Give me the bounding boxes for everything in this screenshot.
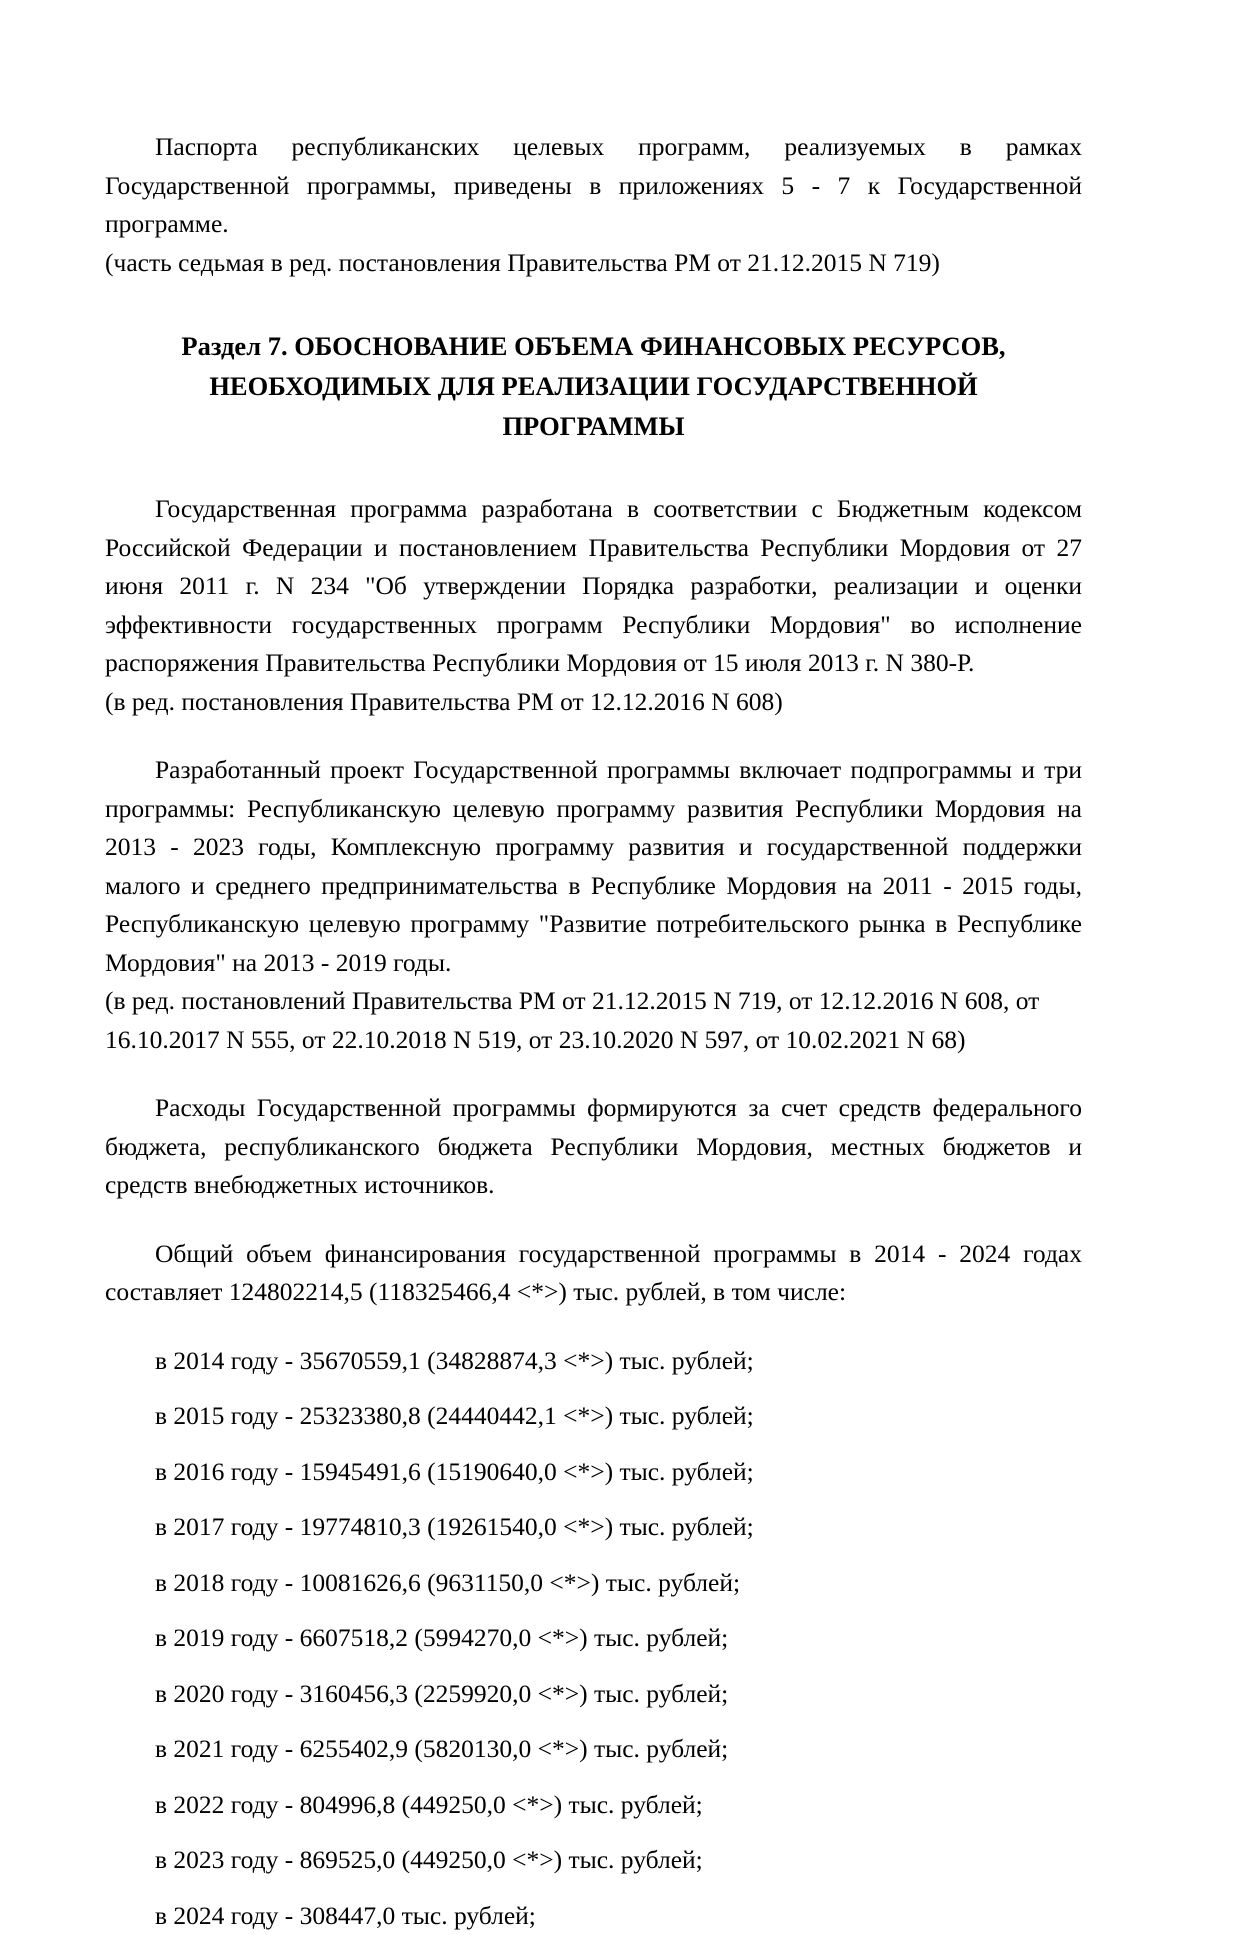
amendment-note-part-seven: (часть седьмая в ред. постановления Правительства РМ от 21.12.2015 N 719) (105, 244, 1082, 283)
funding-year-item: в 2024 году - 308447,0 тыс. рублей; (105, 1897, 1082, 1935)
funding-year-item: в 2015 году - 25323380,8 (24440442,1 <*>) тыс. рублей; (105, 1397, 1082, 1436)
funding-year-item: в 2019 году - 6607518,2 (5994270,0 <*>) тыс. рублей; (105, 1619, 1082, 1658)
funding-year-item: в 2016 году - 15945491,6 (15190640,0 <*>) тыс. рублей; (105, 1453, 1082, 1492)
amendment-note-subprograms: (в ред. постановлений Правительства РМ от 21.12.2015 N 719, от 12.12.2016 N 608, от 16.10.2017 N 555, от 22.10.2018 N 519, от 23.10.2020 N 597, от 10.02.2021 N 68) (105, 982, 1082, 1059)
amendment-note-basis: (в ред. постановления Правительства РМ от 12.12.2016 N 608) (105, 683, 1082, 722)
spacer (105, 1436, 1082, 1453)
spacer (105, 446, 1082, 490)
funding-year-item: в 2020 году - 3160456,3 (2259920,0 <*>) тыс. рублей; (105, 1675, 1082, 1714)
funding-year-item: в 2021 году - 6255402,9 (5820130,0 <*>) тыс. рублей; (105, 1730, 1082, 1769)
funding-year-list (105, 1342, 1082, 1935)
funding-year-item: в 2017 году - 19774810,3 (19261540,0 <*>) тыс. рублей; (105, 1508, 1082, 1547)
paragraph-total-funding: Общий объем финансирования государственной программы в 2014 - 2024 годах составляет 124802214,5 (118325466,4 <*>) тыс. рублей, в том числе: (105, 1235, 1082, 1312)
spacer (105, 1312, 1082, 1342)
spacer (105, 282, 1082, 326)
page-title: Раздел 7. ОБОСНОВАНИЕ ОБЪЕМА ФИНАНСОВЫХ РЕСУРСОВ, НЕОБХОДИМЫХ ДЛЯ РЕАЛИЗАЦИИ ГОСУДАРСТВЕННОЙ ПРОГРАММЫ (105, 326, 1082, 446)
funding-year-item: в 2014 году - 35670559,1 (34828874,3 <*>) тыс. рублей; (105, 1342, 1082, 1381)
spacer (105, 1769, 1082, 1786)
spacer (105, 1547, 1082, 1564)
spacer (105, 1491, 1082, 1508)
spacer (105, 1658, 1082, 1675)
spacer (105, 1380, 1082, 1397)
paragraph-expenses-sources: Расходы Государственной программы формируются за счет средств федерального бюджета, республиканского бюджета Республики Мордовия, местных бюджетов и средств внебюджетных источников. (105, 1089, 1082, 1205)
spacer (105, 1205, 1082, 1235)
paragraph-subprograms: Разработанный проект Государственной программы включает подпрограммы и три программы: Республиканскую целевую программу развития Республики Мордовия на 2013 - 2023 годы, Комплексную программу развития и государственной поддержки малого и среднего предпринимательства в Республике Мордовия на 2011 - 2015 годы, Республиканскую целевую программу "Развитие потребительского рынка в Республике Мордовия" на 2013 - 2019 годы. (105, 751, 1082, 982)
spacer (105, 721, 1082, 751)
document-body (105, 128, 1082, 1935)
funding-year-item: в 2023 году - 869525,0 (449250,0 <*>) тыс. рублей; (105, 1841, 1082, 1880)
paragraph-passports: Паспорта республиканских целевых программ, реализуемых в рамках Государственной программы, приведены в приложениях 5 - 7 к Государственной программе. (105, 128, 1082, 244)
spacer (105, 1059, 1082, 1089)
spacer (105, 1713, 1082, 1730)
spacer (105, 1824, 1082, 1841)
funding-year-item: в 2022 году - 804996,8 (449250,0 <*>) тыс. рублей; (105, 1786, 1082, 1825)
funding-year-item: в 2018 году - 10081626,6 (9631150,0 <*>) тыс. рублей; (105, 1564, 1082, 1603)
spacer (105, 1880, 1082, 1897)
spacer (105, 1602, 1082, 1619)
paragraph-legal-basis: Государственная программа разработана в соответствии с Бюджетным кодексом Российской Федерации и постановлением Правительства Республики Мордовия от 27 июня 2011 г. N 234 "Об утверждении Порядка разработки, реализации и оценки эффективности государственных программ Республики Мордовия" во исполнение распоряжения Правительства Республики Мордовия от 15 июля 2013 г. N 380-Р. (105, 490, 1082, 683)
